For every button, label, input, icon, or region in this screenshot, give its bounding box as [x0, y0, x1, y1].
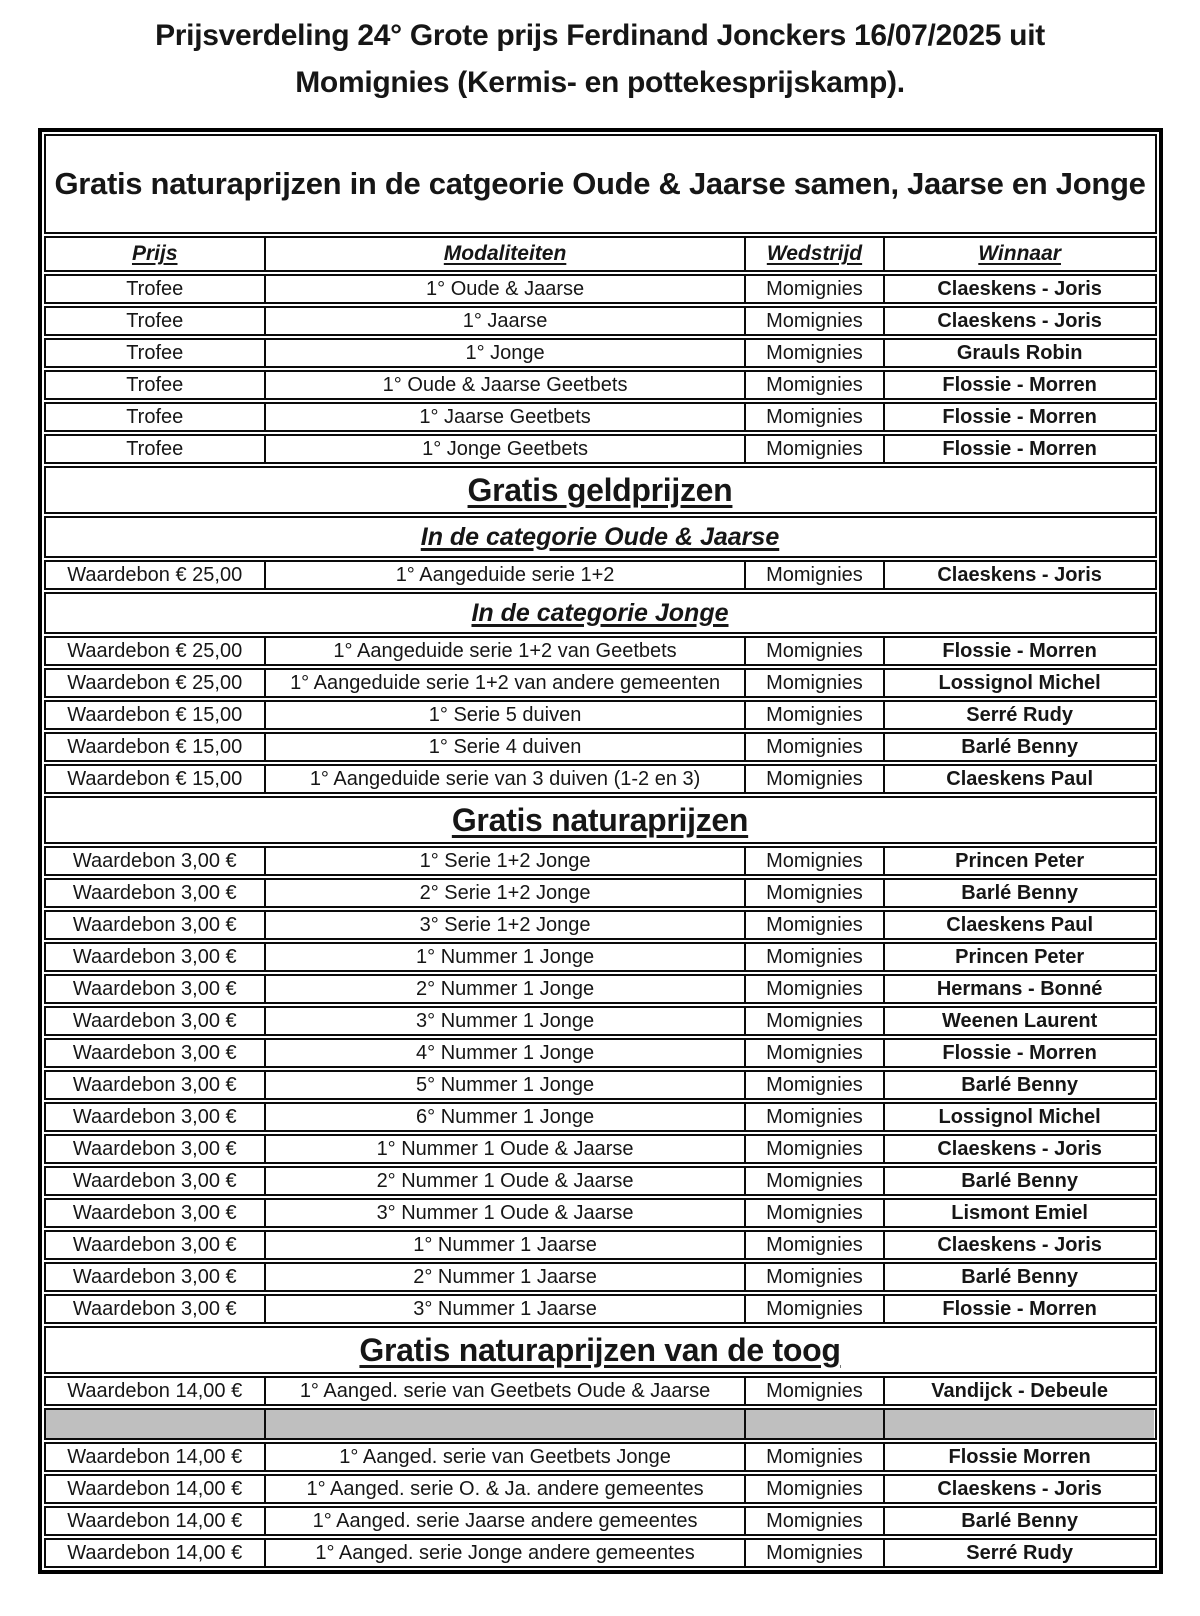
subsection-row: [44, 592, 1157, 634]
wedstrijd-cell: Momignies: [744, 562, 883, 588]
column-header-winnaar: Winnaar: [883, 238, 1155, 270]
winnaar-cell: Barlé Benny: [883, 1508, 1155, 1534]
modaliteiten-cell: 1° Jonge Geetbets: [264, 436, 744, 462]
prijs-cell: Waardebon 14,00 €: [67, 1446, 243, 1468]
winnaar-cell: Barlé Benny: [883, 1072, 1155, 1098]
table-row: [44, 910, 1157, 940]
section-row: [44, 1326, 1157, 1374]
prijs-cell: Waardebon 3,00 €: [72, 1298, 237, 1320]
column-header-prijs: Prijs: [131, 242, 178, 266]
table-row: [44, 1442, 1157, 1472]
modaliteiten-cell: 3° Serie 1+2 Jonge: [264, 912, 744, 938]
winnaar-cell: Vandijck - Debeule: [883, 1378, 1155, 1404]
wedstrijd-cell: Momignies: [744, 702, 883, 728]
wedstrijd-cell: Momignies: [744, 436, 883, 462]
winnaar-cell: Barlé Benny: [883, 1264, 1155, 1290]
modaliteiten-cell: 3° Nummer 1 Jonge: [264, 1008, 744, 1034]
modaliteiten-cell: 1° Jonge: [264, 340, 744, 366]
table-row: [44, 1166, 1157, 1196]
wedstrijd-cell: Momignies: [744, 734, 883, 760]
modaliteiten-cell: [264, 1410, 744, 1438]
table-row: [44, 668, 1157, 698]
wedstrijd-cell: Momignies: [744, 944, 883, 970]
prijs-cell: Waardebon 3,00 €: [72, 1266, 237, 1288]
wedstrijd-cell: Momignies: [744, 1444, 883, 1470]
table-row: [44, 1538, 1157, 1568]
prijs-cell: Waardebon 3,00 €: [72, 882, 237, 904]
winnaar-cell: Barlé Benny: [883, 734, 1155, 760]
modaliteiten-cell: 1° Serie 1+2 Jonge: [264, 848, 744, 874]
modaliteiten-cell: 1° Oude & Jaarse: [264, 276, 744, 302]
winnaar-cell: Claeskens Paul: [883, 766, 1155, 792]
wedstrijd-cell: Momignies: [744, 1008, 883, 1034]
winnaar-cell: Flossie - Morren: [883, 436, 1155, 462]
prijs-cell: Waardebon € 15,00: [67, 768, 243, 790]
column-header-wedstrijd: Wedstrijd: [744, 238, 883, 270]
modaliteiten-cell: 1° Serie 4 duiven: [264, 734, 744, 760]
prijs-cell: Waardebon 3,00 €: [72, 946, 237, 968]
wedstrijd-cell: Momignies: [744, 1104, 883, 1130]
prijs-cell: Waardebon 3,00 €: [72, 914, 237, 936]
modaliteiten-cell: 1° Aangeduide serie 1+2 van Geetbets: [264, 638, 744, 664]
wedstrijd-cell: Momignies: [744, 1040, 883, 1066]
modaliteiten-cell: 1° Aangeduide serie 1+2 van andere gemeenten: [264, 670, 744, 696]
grayrow-row: [44, 1408, 1157, 1440]
wedstrijd-cell: Momignies: [744, 1168, 883, 1194]
winnaar-cell: Claeskens - Joris: [883, 276, 1155, 302]
colheader-row: [44, 236, 1157, 272]
modaliteiten-cell: 1° Aangeduide serie van 3 duiven (1-2 en 3): [264, 766, 744, 792]
prijs-cell: Waardebon 3,00 €: [72, 1202, 237, 1224]
wedstrijd-cell: Momignies: [744, 1508, 883, 1534]
page-title-line-2: Momignies (Kermis- en pottekesprijskamp).: [295, 66, 905, 99]
modaliteiten-cell: 2° Nummer 1 Jaarse: [264, 1264, 744, 1290]
wedstrijd-cell: Momignies: [744, 638, 883, 664]
winnaar-cell: [883, 1410, 1155, 1438]
table-row: [44, 434, 1157, 464]
section-row: [44, 796, 1157, 844]
winnaar-cell: Lossignol Michel: [883, 1104, 1155, 1130]
page-title: [60, 12, 1140, 106]
prijs-cell: Waardebon € 25,00: [67, 640, 243, 662]
winnaar-cell: Claeskens - Joris: [883, 562, 1155, 588]
mainheader-row: [44, 134, 1157, 234]
prijs-cell: Trofee: [126, 278, 184, 300]
table-row: [44, 1474, 1157, 1504]
modaliteiten-cell: 1° Aangeduide serie 1+2: [264, 562, 744, 588]
prijs-cell: Waardebon 14,00 €: [67, 1510, 243, 1532]
winnaar-cell: Weenen Laurent: [883, 1008, 1155, 1034]
table-row: [44, 1006, 1157, 1036]
table-row: [44, 1230, 1157, 1260]
winnaar-cell: Claeskens - Joris: [883, 1232, 1155, 1258]
prijs-cell: Waardebon 3,00 €: [72, 1042, 237, 1064]
table-row: [44, 370, 1157, 400]
section-row: [44, 466, 1157, 514]
wedstrijd-cell: Momignies: [744, 308, 883, 334]
modaliteiten-cell: 1° Aanged. serie van Geetbets Oude & Jaarse: [264, 1378, 744, 1404]
wedstrijd-cell: Momignies: [744, 404, 883, 430]
winnaar-cell: Flossie - Morren: [883, 372, 1155, 398]
winnaar-cell: Grauls Robin: [883, 340, 1155, 366]
prijs-cell: Trofee: [126, 438, 184, 460]
winnaar-cell: Flossie - Morren: [883, 1040, 1155, 1066]
wedstrijd-cell: Momignies: [744, 766, 883, 792]
table-row: [44, 560, 1157, 590]
table-row: [44, 732, 1157, 762]
prijs-cell: Waardebon 3,00 €: [72, 978, 237, 1000]
winnaar-cell: Lismont Emiel: [883, 1200, 1155, 1226]
prijs-cell: Waardebon 14,00 €: [67, 1478, 243, 1500]
modaliteiten-cell: 1° Aanged. serie van Geetbets Jonge: [264, 1444, 744, 1470]
wedstrijd-cell: [744, 1410, 883, 1438]
winnaar-cell: Flossie - Morren: [883, 638, 1155, 664]
wedstrijd-cell: Momignies: [744, 976, 883, 1002]
table-row: [44, 1198, 1157, 1228]
prijs-cell: Waardebon 3,00 €: [72, 850, 237, 872]
wedstrijd-cell: Momignies: [744, 1264, 883, 1290]
winnaar-cell: Claeskens - Joris: [883, 1136, 1155, 1162]
winnaar-cell: Lossignol Michel: [883, 670, 1155, 696]
wedstrijd-cell: Momignies: [744, 340, 883, 366]
section-label: Gratis geldprijzen: [467, 471, 733, 508]
table-row: [44, 942, 1157, 972]
table-row: [44, 700, 1157, 730]
winnaar-cell: Serré Rudy: [883, 1540, 1155, 1566]
table-row: [44, 878, 1157, 908]
modaliteiten-cell: 1° Oude & Jaarse Geetbets: [264, 372, 744, 398]
modaliteiten-cell: 5° Nummer 1 Jonge: [264, 1072, 744, 1098]
wedstrijd-cell: Momignies: [744, 1136, 883, 1162]
prize-table: [38, 128, 1163, 1574]
wedstrijd-cell: Momignies: [744, 912, 883, 938]
page-title-line-1: Prijsverdeling 24° Grote prijs Ferdinand Jonckers 16/07/2025 uit: [155, 19, 1045, 52]
table-row: [44, 1070, 1157, 1100]
table-row: [44, 1038, 1157, 1068]
wedstrijd-cell: Momignies: [744, 1072, 883, 1098]
prijs-cell: Waardebon 3,00 €: [72, 1074, 237, 1096]
table-row: [44, 846, 1157, 876]
mainheader-label: Gratis naturaprijzen in de catgeorie Oude & Jaarse samen, Jaarse en Jonge: [54, 166, 1146, 201]
table-row: [44, 1294, 1157, 1324]
prijs-cell: Waardebon 3,00 €: [72, 1170, 237, 1192]
modaliteiten-cell: 1° Serie 5 duiven: [264, 702, 744, 728]
modaliteiten-cell: 1° Aanged. serie O. & Ja. andere gemeentes: [264, 1476, 744, 1502]
subsection-row: [44, 516, 1157, 558]
wedstrijd-cell: Momignies: [744, 1476, 883, 1502]
prijs-cell: Waardebon 14,00 €: [67, 1380, 243, 1402]
prijs-cell: Waardebon € 15,00: [67, 704, 243, 726]
prijs-cell: Waardebon 3,00 €: [72, 1106, 237, 1128]
wedstrijd-cell: Momignies: [744, 880, 883, 906]
table-row: [44, 1262, 1157, 1292]
prijs-cell: Waardebon € 15,00: [67, 736, 243, 758]
winnaar-cell: Flossie - Morren: [883, 1296, 1155, 1322]
winnaar-cell: Princen Peter: [883, 944, 1155, 970]
winnaar-cell: Hermans - Bonné: [883, 976, 1155, 1002]
prijs-cell: Waardebon 3,00 €: [72, 1138, 237, 1160]
table-row: [44, 306, 1157, 336]
winnaar-cell: Claeskens Paul: [883, 912, 1155, 938]
modaliteiten-cell: 1° Aanged. serie Jaarse andere gemeentes: [264, 1508, 744, 1534]
modaliteiten-cell: 2° Serie 1+2 Jonge: [264, 880, 744, 906]
wedstrijd-cell: Momignies: [744, 1200, 883, 1226]
wedstrijd-cell: Momignies: [744, 276, 883, 302]
wedstrijd-cell: Momignies: [744, 1296, 883, 1322]
prijs-cell: Waardebon 3,00 €: [72, 1234, 237, 1256]
winnaar-cell: Claeskens - Joris: [883, 1476, 1155, 1502]
modaliteiten-cell: 1° Aanged. serie Jonge andere gemeentes: [264, 1540, 744, 1566]
table-row: [44, 1134, 1157, 1164]
winnaar-cell: Flossie Morren: [883, 1444, 1155, 1470]
modaliteiten-cell: 1° Nummer 1 Jaarse: [264, 1232, 744, 1258]
wedstrijd-cell: Momignies: [744, 670, 883, 696]
table-row: [44, 402, 1157, 432]
section-label: Gratis naturaprijzen: [451, 801, 749, 838]
prijs-cell: Waardebon € 25,00: [67, 672, 243, 694]
winnaar-cell: Serré Rudy: [883, 702, 1155, 728]
column-header-modaliteiten: Modaliteiten: [264, 238, 744, 270]
subsection-label: In de categorie Oude & Jaarse: [420, 523, 780, 551]
modaliteiten-cell: 3° Nummer 1 Oude & Jaarse: [264, 1200, 744, 1226]
prijs-cell: Waardebon € 25,00: [67, 564, 243, 586]
prijs-cell: Trofee: [126, 342, 184, 364]
prijs-cell: Trofee: [126, 406, 184, 428]
wedstrijd-cell: Momignies: [744, 1378, 883, 1404]
modaliteiten-cell: 1° Jaarse Geetbets: [264, 404, 744, 430]
prijs-cell: Trofee: [126, 374, 184, 396]
winnaar-cell: Claeskens - Joris: [883, 308, 1155, 334]
winnaar-cell: Barlé Benny: [883, 880, 1155, 906]
subsection-label: In de categorie Jonge: [471, 599, 729, 627]
modaliteiten-cell: 3° Nummer 1 Jaarse: [264, 1296, 744, 1322]
winnaar-cell: Princen Peter: [883, 848, 1155, 874]
table-row: [44, 636, 1157, 666]
modaliteiten-cell: 4° Nummer 1 Jonge: [264, 1040, 744, 1066]
winnaar-cell: Barlé Benny: [883, 1168, 1155, 1194]
winnaar-cell: Flossie - Morren: [883, 404, 1155, 430]
section-label: Gratis naturaprijzen van de toog: [359, 1331, 841, 1368]
prijs-cell: Waardebon 14,00 €: [67, 1542, 243, 1564]
modaliteiten-cell: 2° Nummer 1 Oude & Jaarse: [264, 1168, 744, 1194]
table-row: [44, 974, 1157, 1004]
wedstrijd-cell: Momignies: [744, 1232, 883, 1258]
table-row: [44, 764, 1157, 794]
table-row: [44, 1506, 1157, 1536]
wedstrijd-cell: Momignies: [744, 848, 883, 874]
table-row: [44, 274, 1157, 304]
modaliteiten-cell: 6° Nummer 1 Jonge: [264, 1104, 744, 1130]
prijs-cell: Trofee: [126, 310, 184, 332]
modaliteiten-cell: 2° Nummer 1 Jonge: [264, 976, 744, 1002]
prijs-cell: [46, 1410, 264, 1438]
wedstrijd-cell: Momignies: [744, 1540, 883, 1566]
table-row: [44, 1102, 1157, 1132]
prijs-cell: Waardebon 3,00 €: [72, 1010, 237, 1032]
modaliteiten-cell: 1° Jaarse: [264, 308, 744, 334]
modaliteiten-cell: 1° Nummer 1 Oude & Jaarse: [264, 1136, 744, 1162]
wedstrijd-cell: Momignies: [744, 372, 883, 398]
modaliteiten-cell: 1° Nummer 1 Jonge: [264, 944, 744, 970]
table-row: [44, 338, 1157, 368]
table-row: [44, 1376, 1157, 1406]
